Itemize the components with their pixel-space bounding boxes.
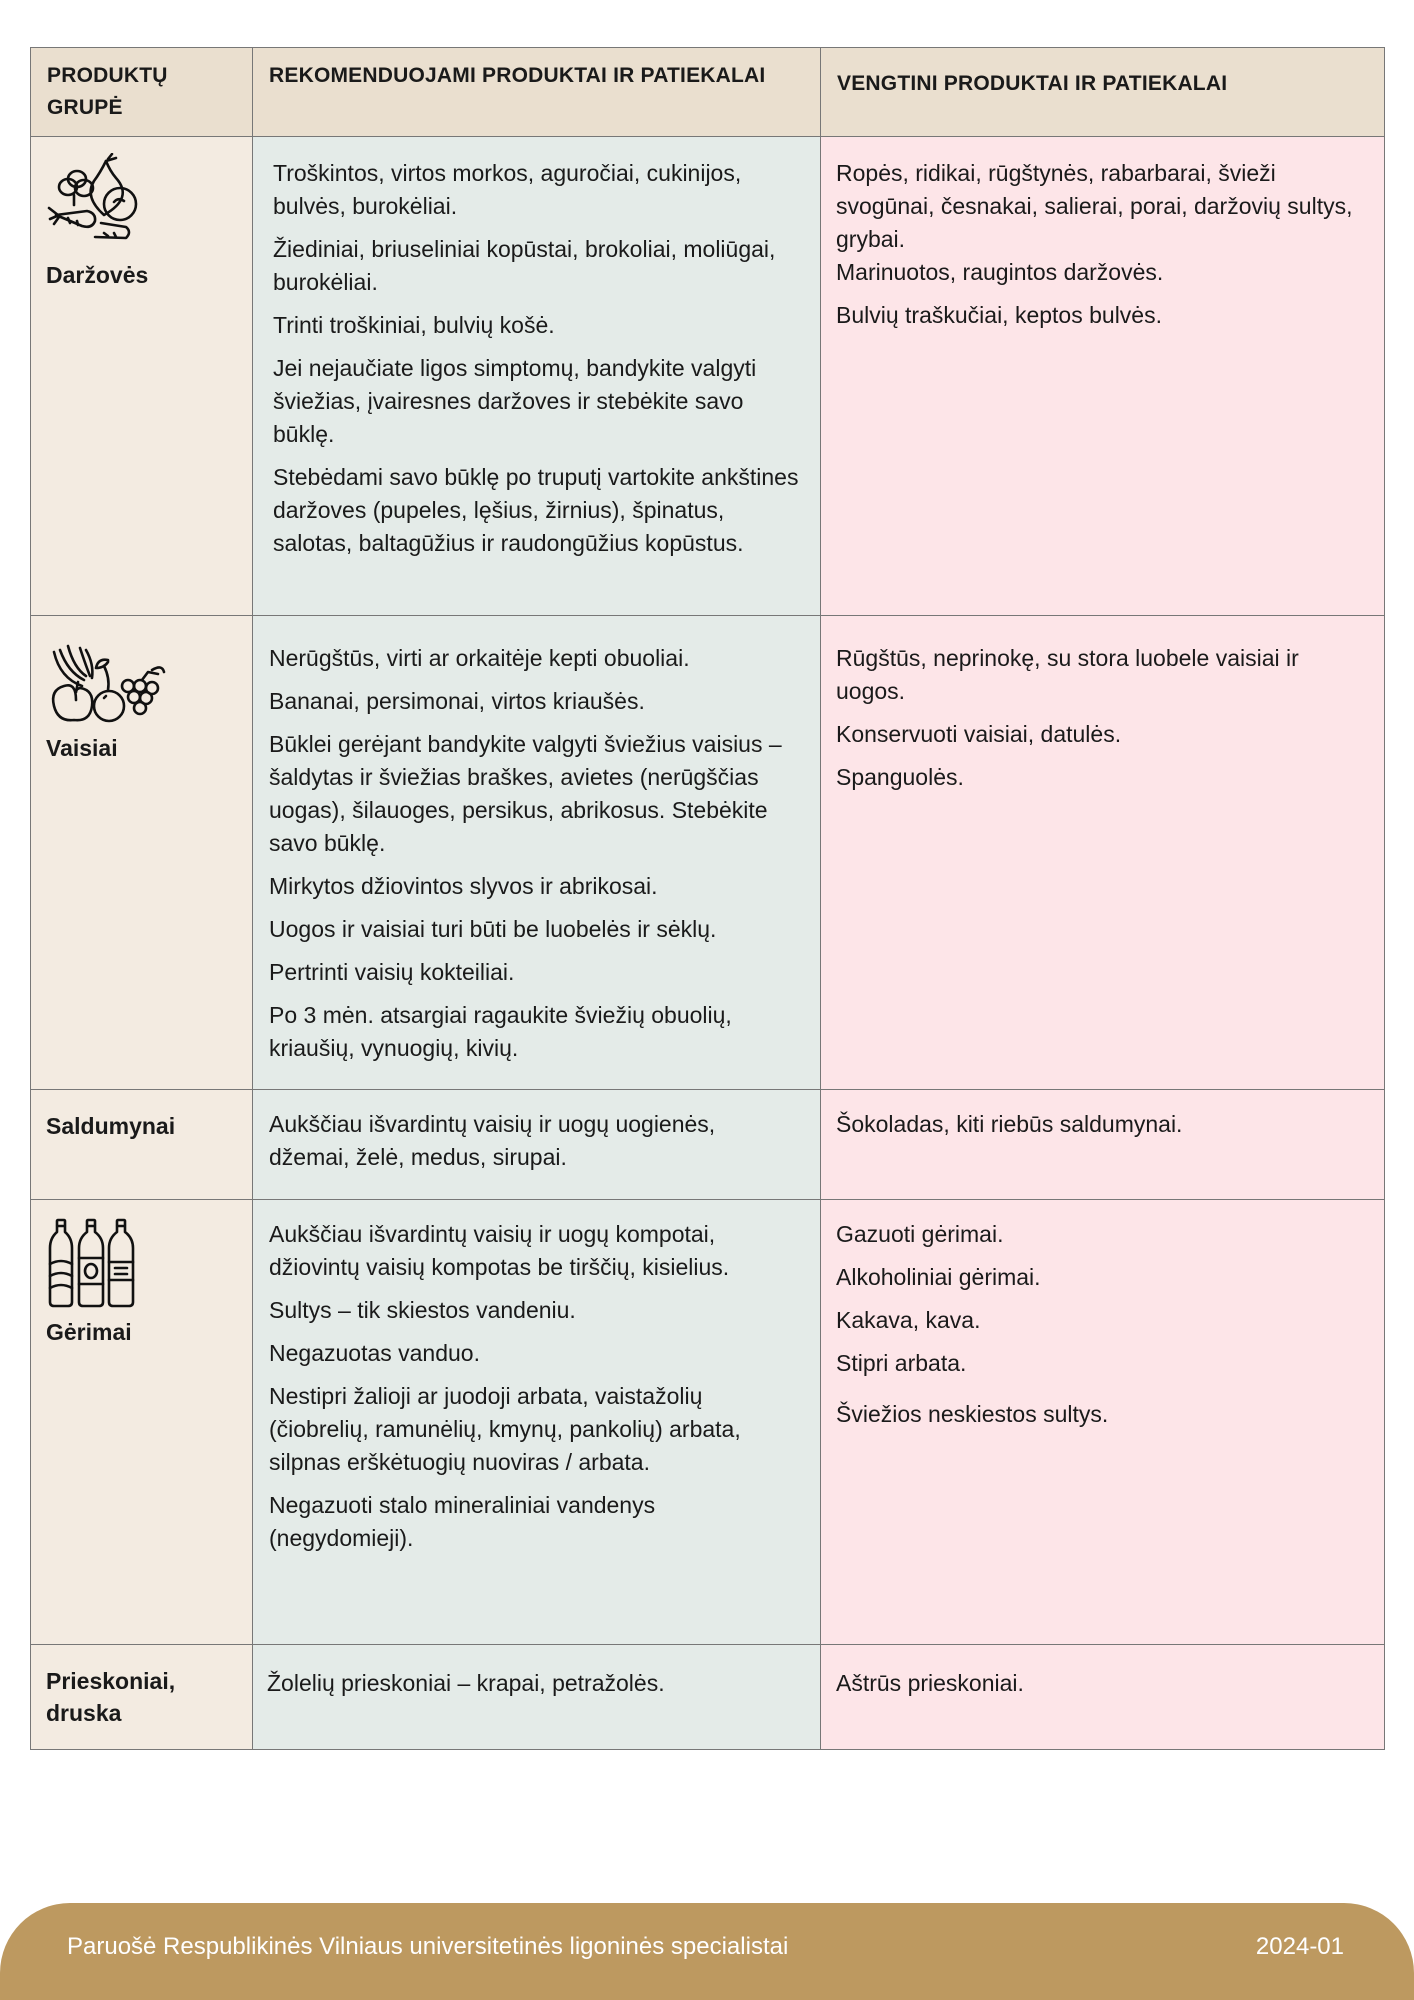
- recommended-item: Mirkytos džiovintos slyvos ir abrikosai.: [269, 873, 658, 899]
- group-cell: [31, 1645, 253, 1750]
- table-header-row: [31, 48, 1385, 137]
- footer-bar: [0, 1903, 1414, 2000]
- bottles-icon: [46, 1218, 138, 1310]
- group-cell: [31, 137, 253, 616]
- group-name: Prieskoniai, druska: [46, 1668, 176, 1726]
- avoid-item: Bulvių traškučiai, keptos bulvės.: [836, 302, 1162, 328]
- avoid-item: Konservuoti vaisiai, datulės.: [836, 721, 1122, 747]
- table-row: [31, 1200, 1385, 1645]
- avoid-item: Kakava, kava.: [836, 1307, 981, 1333]
- header-recommended: REKOMENDUOJAMI PRODUKTAI IR PATIEKALAI: [253, 48, 821, 137]
- avoid-item: Marinuotos, raugintos daržovės.: [836, 259, 1164, 285]
- diet-table: [30, 47, 1385, 1750]
- header-group: PRODUKTŲ GRUPĖ: [31, 48, 253, 137]
- recommended-item: Žolelių prieskoniai – krapai, petražolės.: [267, 1670, 665, 1696]
- recommended-item: Nerūgštūs, virti ar orkaitėje kepti obuoliai.: [269, 645, 690, 671]
- recommended-item: Bananai, persimonai, virtos kriaušės.: [269, 688, 645, 714]
- table-row: [31, 616, 1385, 1090]
- avoid-item: Rūgštūs, neprinokę, su stora luobele vaisiai ir uogos.: [836, 645, 1299, 704]
- avoid-item: Šokoladas, kiti riebūs saldumynai.: [836, 1111, 1183, 1137]
- recommended-item: Sultys – tik skiestos vandeniu.: [269, 1297, 576, 1323]
- header-avoid: VENGTINI PRODUKTAI IR PATIEKALAI: [821, 48, 1385, 137]
- recommended-item: Negazuoti stalo mineraliniai vandenys (negydomieji).: [269, 1492, 656, 1551]
- recommended-item: Negazuotas vanduo.: [269, 1340, 480, 1366]
- group-name: Daržovės: [46, 262, 149, 288]
- recommended-item: Būklei gerėjant bandykite valgyti šviežius vaisius – šaldytas ir šviežias braškes, avietes (nerūgščias uogas), šilauoges, persikus, abrikosus. Stebėkite savo būklę.: [269, 731, 782, 856]
- table-row: [31, 137, 1385, 616]
- group-name: Gėrimai: [46, 1319, 132, 1345]
- avoid-item: Alkoholiniai gėrimai.: [836, 1264, 1041, 1290]
- avoid-cell: [821, 1090, 1385, 1200]
- recommended-item: Troškintos, virtos morkos, aguročiai, cukinijos, bulvės, burokėliai.: [273, 160, 742, 219]
- group-cell: [31, 1200, 253, 1645]
- fruits-icon: [46, 642, 166, 726]
- footer-credit: Paruošė Respublikinės Vilniaus universitetinės ligoninės specialistai: [67, 1933, 789, 1960]
- avoid-cell: [821, 137, 1385, 616]
- recommended-item: Uogos ir vaisiai turi būti be luobelės ir sėklų.: [269, 916, 717, 942]
- avoid-item: Aštrūs prieskoniai.: [836, 1670, 1024, 1696]
- recommended-cell: [253, 616, 821, 1090]
- group-name: Saldumynai: [46, 1113, 176, 1139]
- recommended-cell: [253, 137, 821, 616]
- recommended-item: Stebėdami savo būklę po truputį vartokite ankštines daržoves (pupeles, lęšius, žirnius), špinatus, salotas, baltagūžius ir raudongūžius kopūstus.: [273, 464, 799, 556]
- recommended-item: Po 3 mėn. atsargiai ragaukite šviežių obuolių, kriaušių, vynuogių, kivių.: [269, 1002, 732, 1061]
- avoid-cell: [821, 1200, 1385, 1645]
- recommended-item: Jei nejaučiate ligos simptomų, bandykite valgyti šviežias, įvairesnes daržoves ir stebėkite savo būklę.: [273, 355, 757, 447]
- avoid-cell: [821, 616, 1385, 1090]
- recommended-cell: [253, 1645, 821, 1750]
- avoid-item: Spanguolės.: [836, 764, 964, 790]
- footer-date: 2024-01: [1255, 1933, 1344, 1960]
- recommended-item: Aukščiau išvardintų vaisių ir uogų uogienės, džemai, želė, medus, sirupai.: [269, 1111, 716, 1170]
- avoid-cell: [821, 1645, 1385, 1750]
- avoid-item: Stipri arbata.: [836, 1350, 967, 1376]
- table-row: [31, 1645, 1385, 1750]
- group-cell: [31, 1090, 253, 1200]
- recommended-item: Trinti troškiniai, bulvių košė.: [273, 312, 555, 338]
- recommended-item: Pertrinti vaisių kokteiliai.: [269, 959, 515, 985]
- avoid-item: Šviežios neskiestos sultys.: [836, 1401, 1109, 1427]
- recommended-item: Aukščiau išvardintų vaisių ir uogų kompotai, džiovintų vaisių kompotas be tirščių, kisielius.: [269, 1221, 730, 1280]
- avoid-item: Gazuoti gėrimai.: [836, 1221, 1004, 1247]
- table-row: [31, 1090, 1385, 1200]
- group-name: Vaisiai: [46, 735, 118, 761]
- recommended-cell: [253, 1200, 821, 1645]
- recommended-item: Nestipri žalioji ar juodoji arbata, vaistažolių (čiobrelių, ramunėlių, kmynų, pankolių) arbata, silpnas erškėtuogių nuoviras / arbata.: [269, 1383, 741, 1475]
- avoid-item: Ropės, ridikai, rūgštynės, rabarbarai, švieži svogūnai, česnakai, salierai, porai, daržovių sultys, grybai.: [836, 160, 1353, 252]
- group-cell: [31, 616, 253, 1090]
- recommended-cell: [253, 1090, 821, 1200]
- recommended-item: Žiediniai, briuseliniai kopūstai, brokoliai, moliūgai, burokėliai.: [273, 236, 776, 295]
- vegetables-icon: [46, 153, 146, 253]
